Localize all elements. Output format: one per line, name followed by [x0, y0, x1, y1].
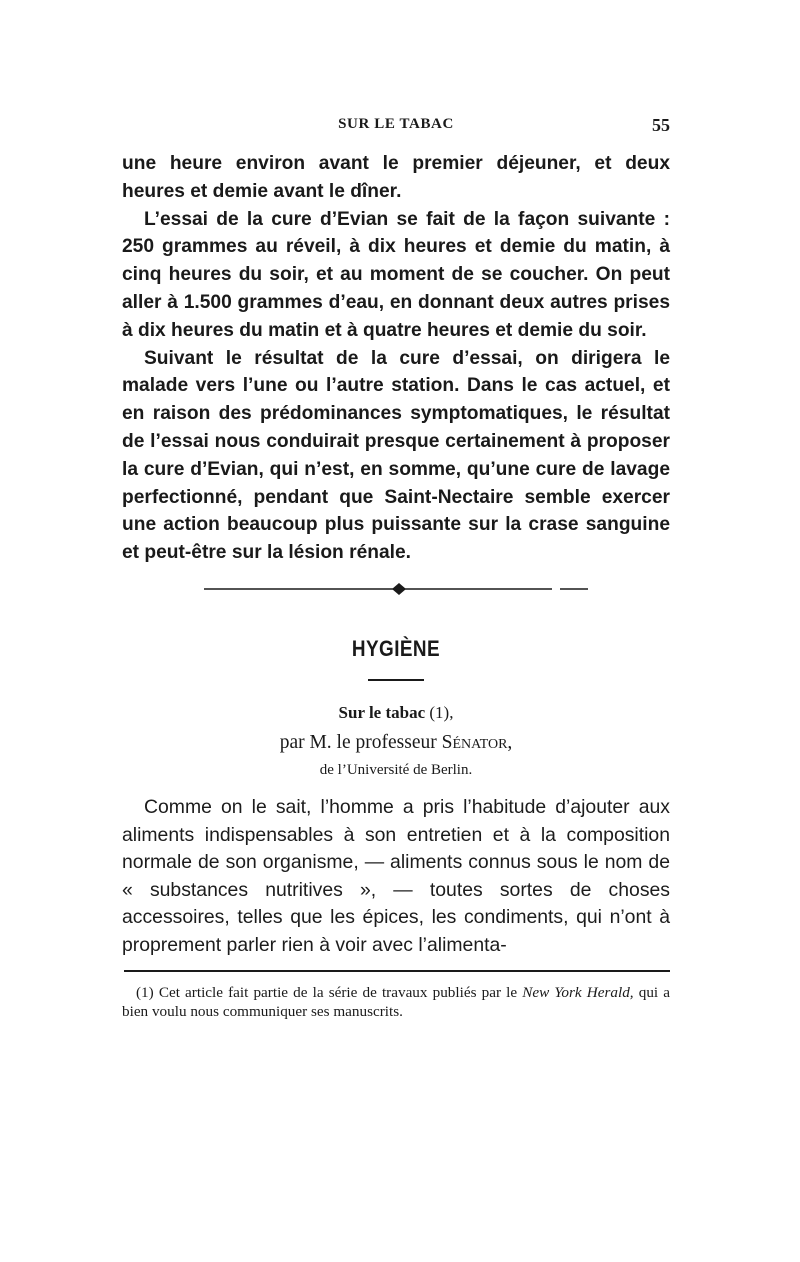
author-name: Sénator,	[441, 732, 513, 753]
footnote-publication: New York Herald,	[522, 984, 634, 1001]
footnote	[122, 983, 670, 1021]
article-affiliation: de l’Université de Berlin.	[319, 762, 473, 778]
heading-rule	[368, 679, 424, 681]
paragraph-trial-result: Suivant le résultat de la cure d’essai, on dirigera le malade vers l’une ou l’autre station. Dans le cas actuel, et en raison des prédominances symptomatiques, le résultat de l’essai nous conduirait presque certainement à proposer la cure d’Evian, qui n’est, en somme, qu’une cure de lavage perfectionné, pendant que Saint-Nectaire semble exercer une action beaucoup plus puissante sur la crase sanguine et peut-être sur la lésion rénale.	[122, 347, 670, 564]
article-text-block	[122, 794, 670, 959]
article-paragraph: Comme on le sait, l’homme a pris l’habitude d’ajouter aux aliments indispensables à son entretien et à la composition normale de son organisme, — aliments connus sous le nom de « substances nutritives », — toutes sortes de choses accessoires, telles que les épices, les condiments, qui n’ont à proprement parler rien à voir avec l’alimenta-	[122, 796, 670, 956]
top-text-block	[122, 150, 670, 567]
article-title-note: (1),	[429, 703, 454, 722]
article-title-text: Sur le tabac	[338, 703, 426, 722]
author-prefix: par M. le professeur	[279, 732, 437, 753]
article-title	[122, 703, 670, 723]
footnote-text-after: qui a bien voulu nous communiquer ses manuscrits.	[122, 984, 670, 1020]
paragraph-continuation: une heure environ avant le premier déjeuner, et deux heures et demie avant le dîner.	[122, 153, 670, 202]
running-title: SUR LE TABAC	[338, 116, 454, 132]
page-number: 55	[652, 115, 670, 135]
page-header	[122, 116, 670, 138]
footnote-rule	[124, 970, 670, 972]
section-heading: HYGIÈNE	[351, 636, 441, 661]
article-author	[122, 732, 670, 754]
paragraph-evian-cure: L’essai de la cure d’Evian se fait de la façon suivante : 250 grammes au réveil, à dix heures et demie du matin, à cinq heures du soir, et au moment de se coucher. On peut aller à 1.500 grammes d’eau, en donnant deux autres prises à dix heures du matin et à quatre heures et demie du soir.	[122, 208, 670, 341]
footnote-text-before: (1) Cet article fait partie de la série de travaux publiés par le	[136, 984, 518, 1001]
section-divider-ornament	[204, 582, 588, 596]
